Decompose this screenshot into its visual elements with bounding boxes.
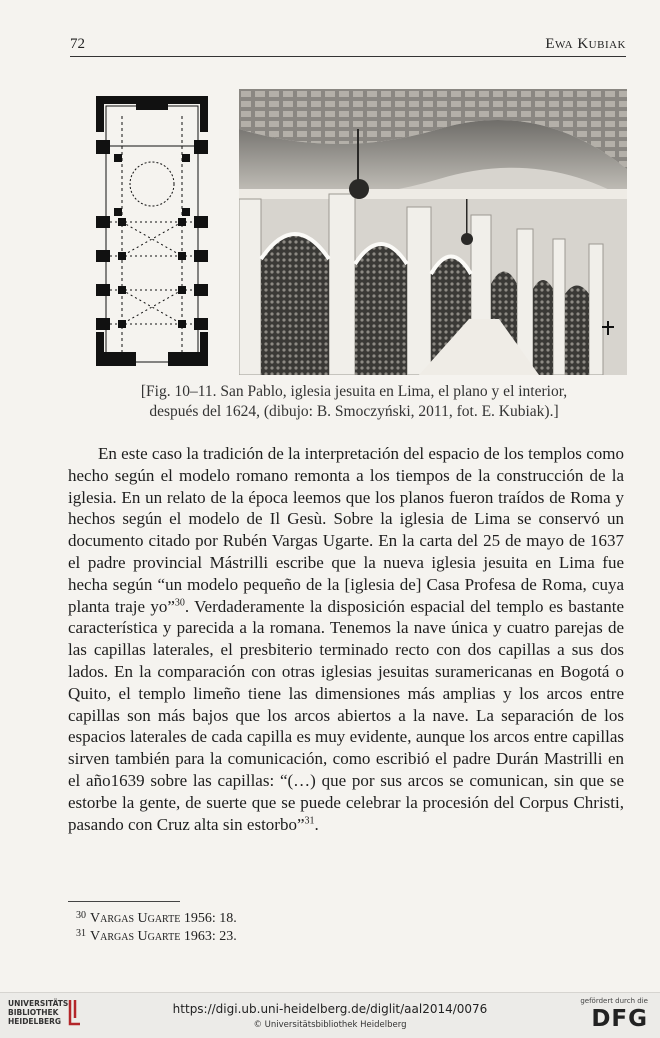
running-author: Ewa Kubiak	[545, 36, 626, 52]
dfg-logo[interactable]: DFG	[591, 1006, 648, 1032]
body-text	[68, 443, 624, 835]
footnote-author: Vargas Ugarte	[90, 929, 181, 944]
ub-line-2: BIBLIOTHEK	[8, 1008, 59, 1017]
page-url-link[interactable]: https://digi.ub.uni-heidelberg.de/diglit/aal2014/0076	[172, 1002, 488, 1016]
ub-line-3: HEIDELBERG	[8, 1017, 62, 1026]
paragraph-text-part-2: . Verdaderamente la disposición espacial del templo es bastante característica y parecida a la romana. Tenemos la nave única y cuatro parejas de las capillas laterales, el presbiterio terminado recto con dos capillas a sus dos lados. En la comparación con otras iglesias jesuitas suramericanas en Bogotá o Quito, el templo limeño tiene las dimensiones más amplias y los arcos entre capillas son más bajos que los arcos abiertos a la nave. La separación de los espacios laterales de cada capilla es muy evidente, aunque los arcos entre capillas sirven también para la comunicación, como escribió el padre Durán Mastrilli en el año1639 sobre las capillas: “(…) que por sus arcos se comunican, sin que se estorbe la gente, de suerte que se puede celebrar la procesión del Corpus Christi, pasando con Cruz alta sin estorbo”	[68, 596, 624, 834]
floor-plan-drawing	[96, 96, 208, 370]
copyright-text: © Universitätsbibliothek Heidelberg	[253, 1020, 407, 1030]
footnote-ref-30[interactable]: 30	[174, 596, 185, 608]
footnote	[68, 925, 237, 946]
footnote-number: 30	[76, 910, 86, 921]
paragraph	[68, 443, 624, 835]
viewer-footer	[0, 992, 660, 1038]
footnote-number: 31	[76, 928, 86, 939]
dfg-funded-label: gefördert durch die	[580, 997, 648, 1005]
footnote-reference: 1963: 23.	[180, 929, 237, 944]
footnote-reference: 1956: 18.	[180, 911, 237, 926]
ub-line-1: UNIVERSITÄTS-	[8, 999, 72, 1008]
paragraph-text-part-1: En este caso la tradición de la interpretación del espacio de los templos como hecho según el modelo romano remonta a los tiempos de la construcción de la iglesia. En un relato de la época leemos que los planos fueron traídos de Roma y hechos según el modelo de Il Gesù. Sobre la iglesia de Lima se conservó un documento citado por Rubén Vargas Ugarte. En la carta del 25 de mayo de 1637 el padre provincial Mástrilli escribe que la nueva iglesia jesuita en Lima fue hecha según “un modelo pequeño de la [iglesia de] Casa Profesa de Roma, cuya planta traje yo”	[68, 444, 624, 616]
footnote-author: Vargas Ugarte	[90, 911, 181, 926]
footnote-separator	[68, 901, 180, 902]
page-number: 72	[70, 36, 85, 52]
caption-line-1: [Fig. 10–11. San Pablo, iglesia jesuita en Lima, el plano y el interior,	[140, 383, 568, 400]
church-interior-photo	[239, 89, 627, 375]
caption-line-2: después del 1624, (dibujo: B. Smoczyński, 2011, fot. E. Kubiak).]	[149, 403, 559, 420]
paragraph-text-part-3: .	[314, 814, 319, 834]
footnote-ref-31[interactable]: 31	[304, 814, 315, 826]
running-header	[70, 36, 626, 57]
figure-caption	[104, 382, 604, 422]
